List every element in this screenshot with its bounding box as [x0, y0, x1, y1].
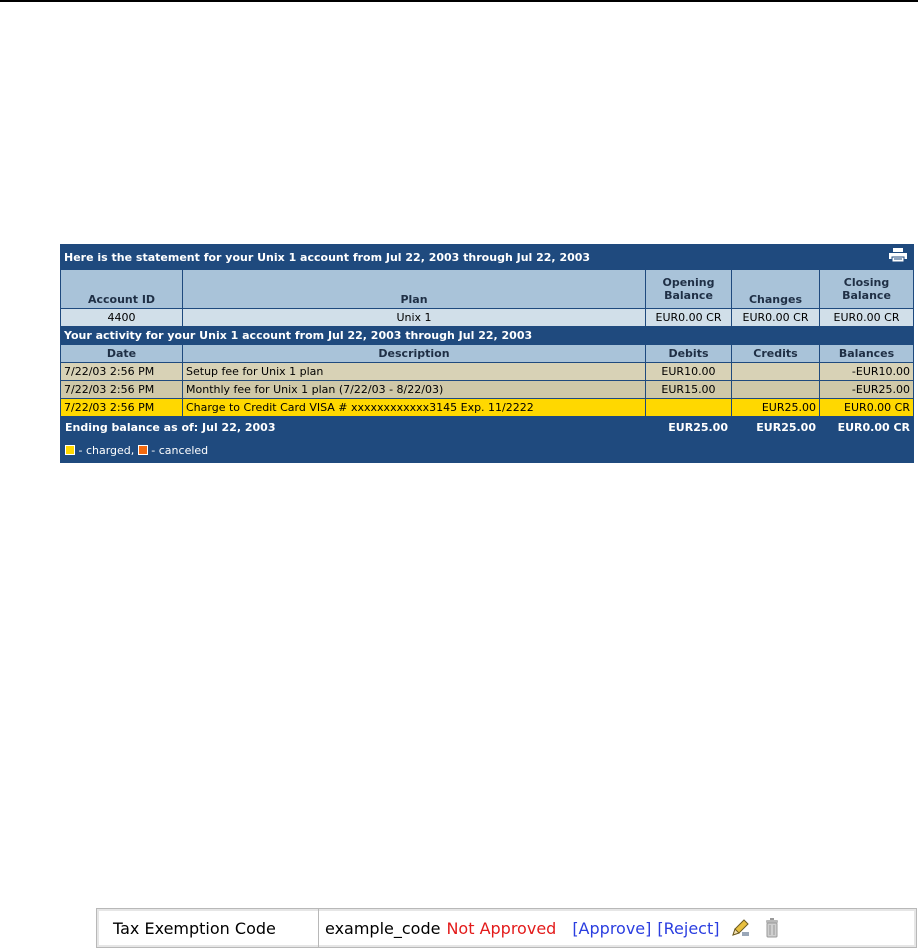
- account-statement: [60, 244, 913, 463]
- header-plan: Plan: [183, 270, 646, 309]
- summary-opening-balance: EUR0.00 CR: [646, 309, 732, 327]
- activity-date: 7/22/03 2:56 PM: [61, 363, 183, 381]
- header-balances: Balances: [820, 345, 914, 363]
- legend-canceled: - canceled: [151, 444, 209, 457]
- summary-account-id: 4400: [61, 309, 183, 327]
- charged-swatch: [65, 445, 75, 455]
- activity-date: 7/22/03 2:56 PM: [61, 399, 183, 417]
- statement-title: Here is the statement for your Unix 1 account from Jul 22, 2003 through Jul 22, 2003: [64, 250, 591, 264]
- top-rule: [0, 0, 918, 2]
- activity-balance: -EUR10.00: [820, 363, 914, 381]
- summary-closing-balance: EUR0.00 CR: [820, 309, 914, 327]
- activity-date: 7/22/03 2:56 PM: [61, 381, 183, 399]
- legend: [61, 439, 914, 463]
- tax-exemption-value-cell: [319, 917, 783, 939]
- activity-credit: EUR25.00: [732, 399, 820, 417]
- activity-row: [61, 399, 914, 417]
- summary-row: [61, 309, 914, 327]
- activity-debit: [646, 399, 732, 417]
- canceled-swatch: [138, 445, 148, 455]
- tax-exemption-label: Tax Exemption Code: [97, 909, 319, 947]
- activity-credit: [732, 363, 820, 381]
- header-closing-balance: Closing Balance: [820, 270, 914, 309]
- header-credits: Credits: [732, 345, 820, 363]
- ending-credits: EUR25.00: [732, 417, 820, 439]
- header-description: Description: [183, 345, 646, 363]
- activity-row: [61, 363, 914, 381]
- trash-icon[interactable]: [761, 917, 783, 939]
- statement-title-bar: [61, 245, 914, 270]
- header-changes: Changes: [732, 270, 820, 309]
- activity-balance: -EUR25.00: [820, 381, 914, 399]
- header-opening-balance: Opening Balance: [646, 270, 732, 309]
- header-account-id: Account ID: [61, 270, 183, 309]
- ending-balance-label: Ending balance as of: Jul 22, 2003: [61, 417, 646, 439]
- ending-debits: EUR25.00: [646, 417, 732, 439]
- reject-link[interactable]: [Reject]: [657, 918, 720, 938]
- edit-icon[interactable]: [729, 917, 751, 939]
- summary-plan: Unix 1: [183, 309, 646, 327]
- activity-title: Your activity for your Unix 1 account from Jul 22, 2003 through Jul 22, 2003: [61, 327, 914, 345]
- ending-balance-row: [61, 417, 914, 439]
- summary-changes: EUR0.00 CR: [732, 309, 820, 327]
- tax-exemption-code: example_code: [325, 918, 441, 938]
- header-date: Date: [61, 345, 183, 363]
- activity-row: [61, 381, 914, 399]
- status-badge: Not Approved: [446, 918, 557, 938]
- activity-description: Monthly fee for Unix 1 plan (7/22/03 - 8/22/03): [183, 381, 646, 399]
- activity-balance: EUR0.00 CR: [820, 399, 914, 417]
- ending-balance: EUR0.00 CR: [820, 417, 914, 439]
- activity-debit: EUR10.00: [646, 363, 732, 381]
- activity-description: Setup fee for Unix 1 plan: [183, 363, 646, 381]
- tax-exemption-row: [96, 908, 917, 948]
- legend-charged: - charged,: [78, 444, 135, 457]
- header-debits: Debits: [646, 345, 732, 363]
- activity-credit: [732, 381, 820, 399]
- approve-link[interactable]: [Approve]: [572, 918, 652, 938]
- activity-description: Charge to Credit Card VISA # xxxxxxxxxxxx3145 Exp. 11/2222: [183, 399, 646, 417]
- activity-debit: EUR15.00: [646, 381, 732, 399]
- printer-icon[interactable]: [889, 248, 907, 262]
